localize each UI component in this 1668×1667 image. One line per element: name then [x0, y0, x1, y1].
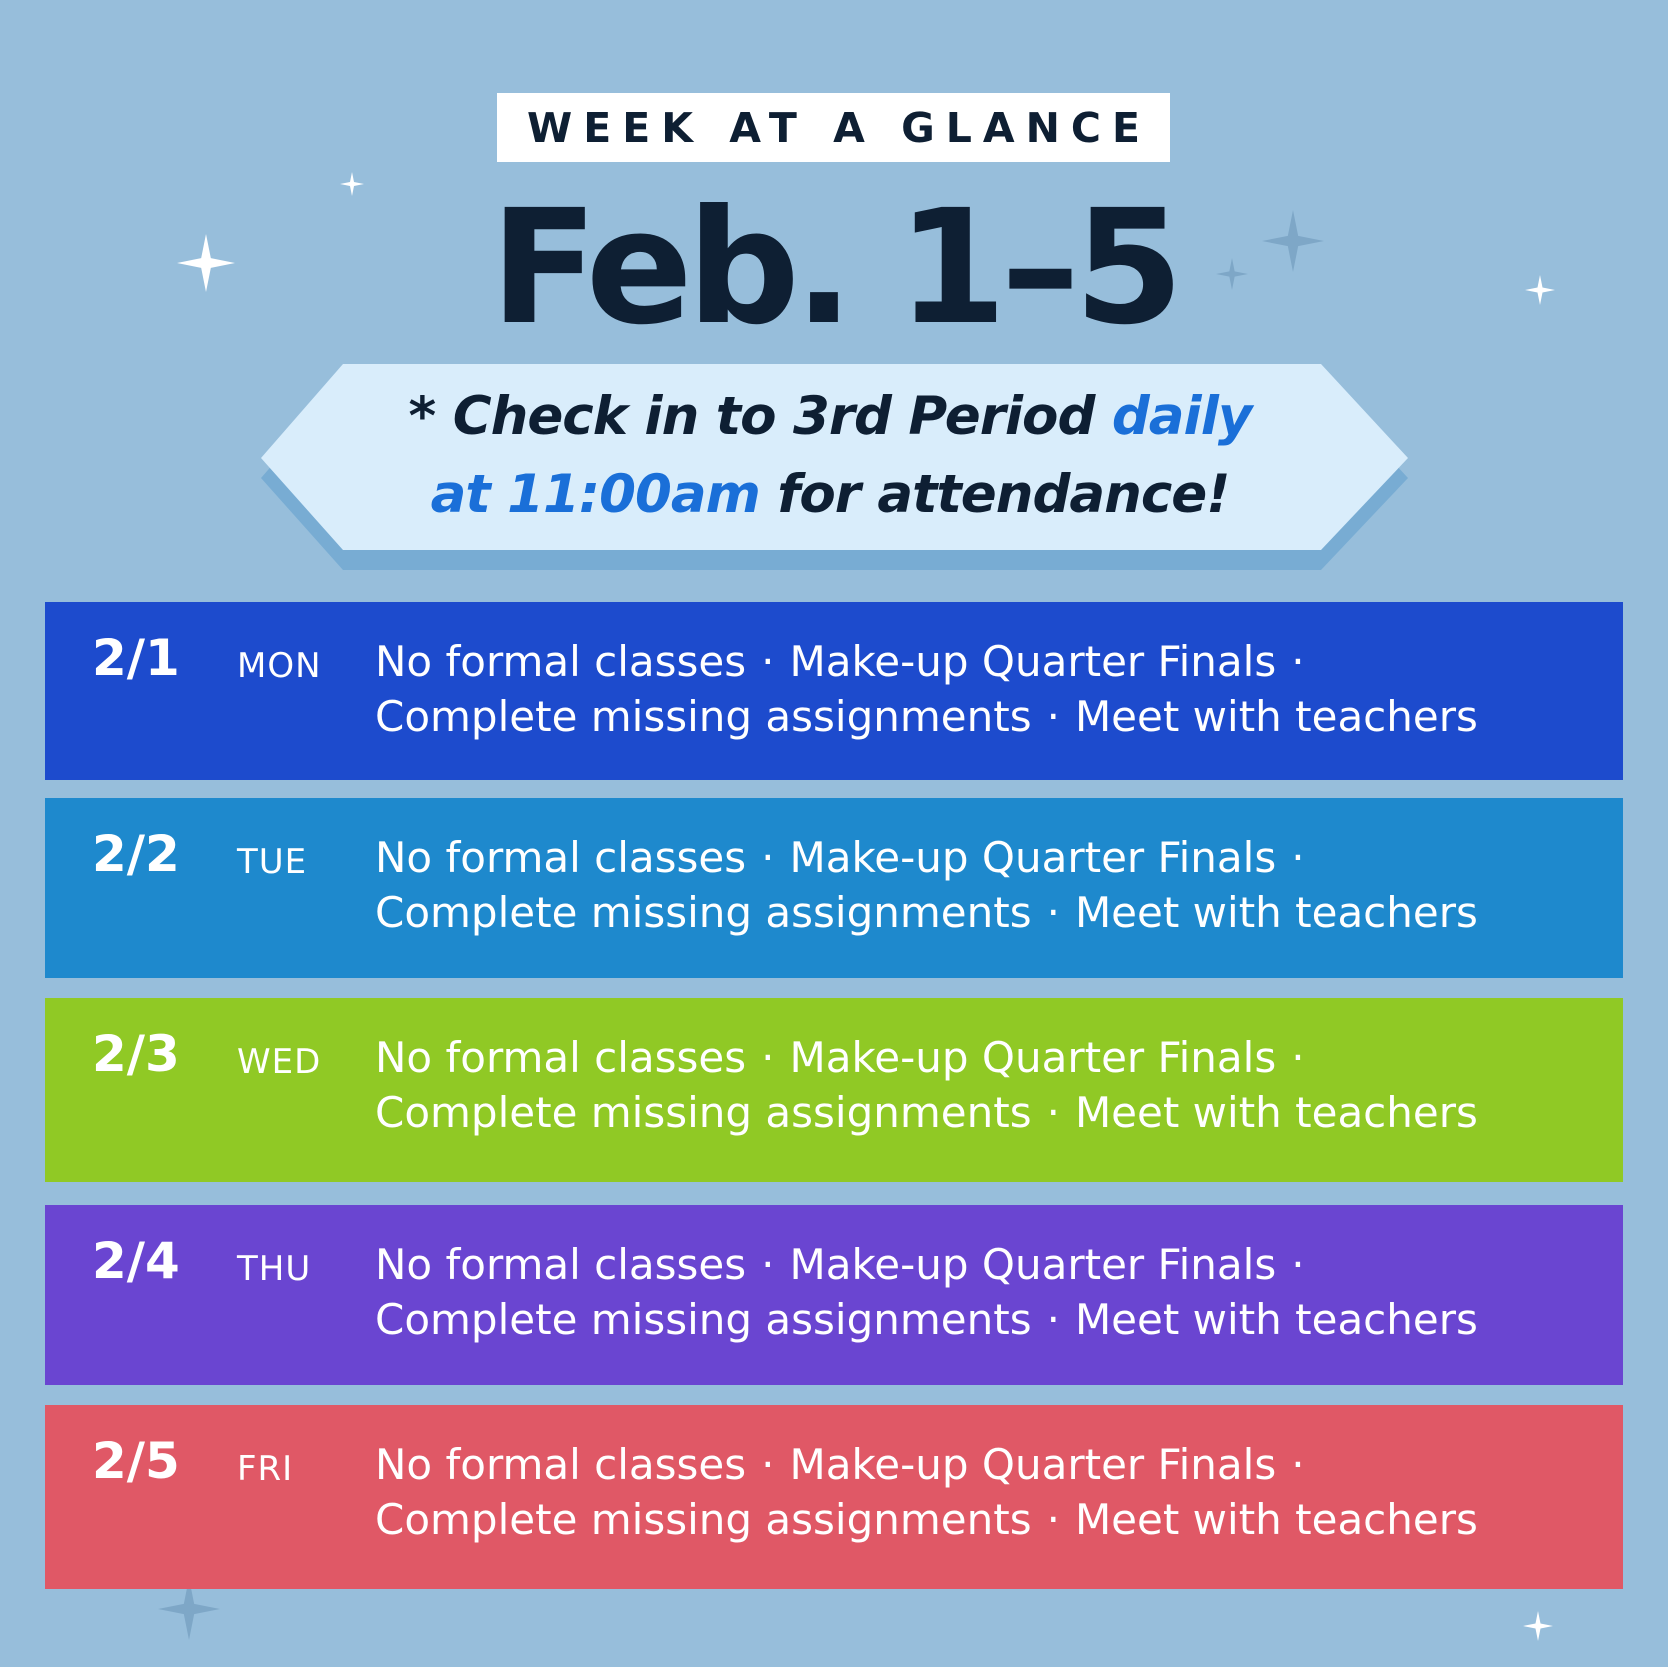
row-day: MON — [237, 646, 322, 686]
separator-dot: · — [761, 1240, 775, 1289]
schedule-row-mon — [45, 602, 1623, 780]
separator-dot: · — [761, 1033, 775, 1082]
separator-dot: · — [1291, 1033, 1305, 1082]
row-day: FRI — [237, 1449, 294, 1489]
row-date: 2/3 — [92, 1025, 180, 1083]
schedule-row-tue — [45, 798, 1623, 978]
separator-dot: · — [1291, 1440, 1305, 1489]
row-activities-line1: No formal classes · Make-up Quarter Finals · — [375, 833, 1305, 882]
row-day: WED — [237, 1042, 322, 1082]
row-day: TUE — [237, 842, 308, 882]
sparkle-icon — [1523, 1611, 1553, 1641]
row-activities-line1: No formal classes · Make-up Quarter Finals · — [375, 1240, 1305, 1289]
separator-dot: · — [1046, 1495, 1060, 1544]
row-activities-line2: Complete missing assignments · Meet with teachers — [375, 692, 1478, 741]
reminder-text-part2: for attendance! — [759, 464, 1230, 525]
separator-dot: · — [1046, 692, 1060, 741]
separator-dot: · — [761, 637, 775, 686]
week-at-a-glance-text: WEEK AT A GLANCE — [527, 103, 1151, 152]
row-activities-line2: Complete missing assignments · Meet with teachers — [375, 1088, 1478, 1137]
row-activities-line1: No formal classes · Make-up Quarter Finals · — [375, 1033, 1305, 1082]
separator-dot: · — [1046, 888, 1060, 937]
row-activities-line1: No formal classes · Make-up Quarter Finals · — [375, 637, 1305, 686]
attendance-reminder — [330, 378, 1330, 534]
reminder-accent-time: at 11:00am — [430, 464, 760, 525]
row-date: 2/5 — [92, 1432, 180, 1490]
separator-dot: · — [1291, 637, 1305, 686]
schedule-row-thu — [45, 1205, 1623, 1385]
separator-dot: · — [1046, 1295, 1060, 1344]
separator-dot: · — [1046, 1088, 1060, 1137]
separator-dot: · — [1291, 1240, 1305, 1289]
date-range-title: Feb. 1–5 — [490, 176, 1178, 360]
schedule-row-wed — [45, 998, 1623, 1182]
separator-dot: · — [761, 1440, 775, 1489]
reminder-text-part1: * Check in to 3rd Period — [408, 386, 1112, 447]
reminder-accent-daily: daily — [1111, 386, 1252, 447]
separator-dot: · — [1291, 833, 1305, 882]
row-activities-line2: Complete missing assignments · Meet with teachers — [375, 888, 1478, 937]
row-day: THU — [237, 1249, 312, 1289]
separator-dot: · — [761, 833, 775, 882]
row-activities-line2: Complete missing assignments · Meet with teachers — [375, 1295, 1478, 1344]
row-date: 2/2 — [92, 825, 180, 883]
row-activities-line1: No formal classes · Make-up Quarter Finals · — [375, 1440, 1305, 1489]
schedule-row-fri — [45, 1405, 1623, 1589]
row-date: 2/4 — [92, 1232, 180, 1290]
row-date: 2/1 — [92, 629, 180, 687]
row-activities-line2: Complete missing assignments · Meet with teachers — [375, 1495, 1478, 1544]
